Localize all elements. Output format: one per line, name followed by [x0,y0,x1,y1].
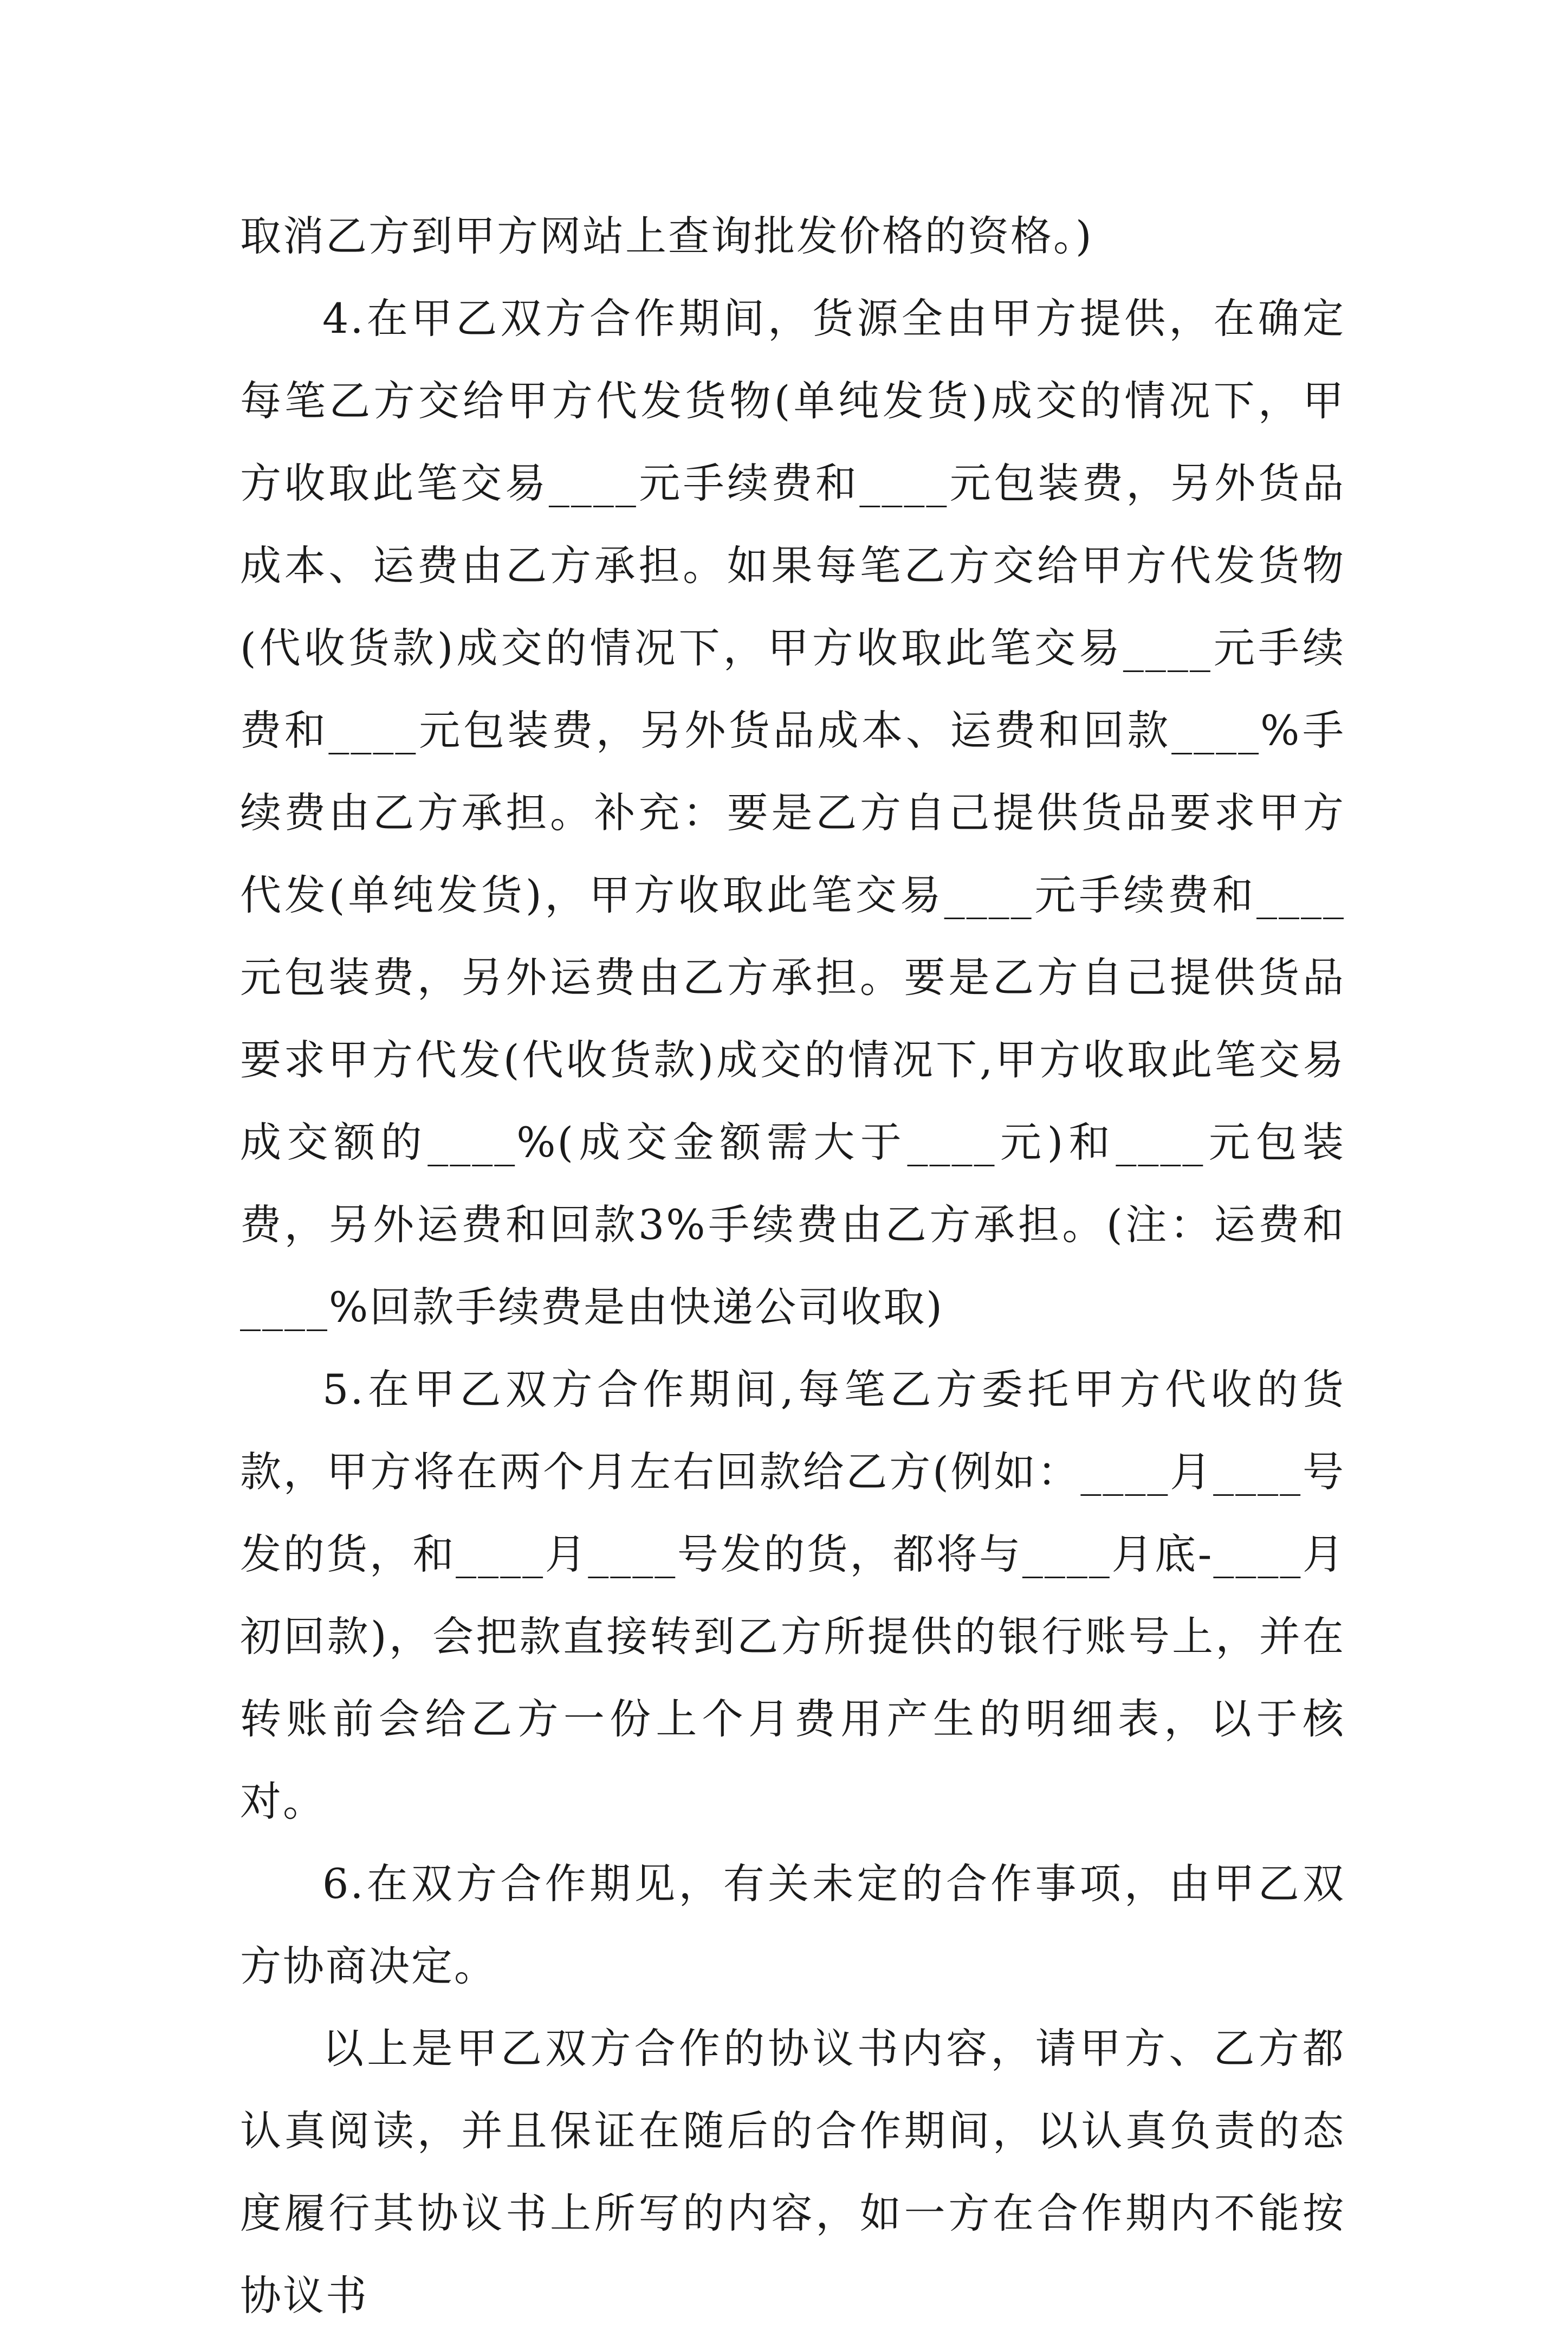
paragraph-closing: 以上是甲乙双方合作的协议书内容，请甲方、乙方都认真阅读，并且保证在随后的合作期间，以认真负责的态度履行其协议书上所写的内容，如一方在合作期内不能按协议书 [240,2024,1345,2320]
paragraph-clause-5: 5.在甲乙双方合作期间,每笔乙方委托甲方代收的货款，甲方将在两个月左右回款给乙方(例如：____月____号发的货，和____月____号发的货，都将与____月底-____月初回款)，会把款直接转到乙方所提供的银行账号上，并在转账前会给乙方一份上个月费用产生的明细表，以于核对。 [240,1365,1345,1825]
paragraph-clause-4: 4.在甲乙双方合作期间，货源全由甲方提供，在确定每笔乙方交给甲方代发货物(单纯发货)成交的情况下，甲方收取此笔交易____元手续费和____元包装费，另外货品成本、运费由乙方承担。如果每笔乙方交给甲方代发货物(代收货款)成交的情况下，甲方收取此笔交易____元手续费和____元包装费，另外货品成本、运费和回款____%手续费由乙方承担。补充：要是乙方自己提供货品要求甲方代发(单纯发货)，甲方收取此笔交易____元手续费和____元包装费，另外运费由乙方承担。要是乙方自己提供货品要求甲方代发(代收货款)成交的情况下,甲方收取此笔交易成交额的____%(成交金额需大于____元)和____元包装费，另外运费和回款3%手续费由乙方承担。(注：运费和____%回款手续费是由快递公司收取) [240,294,1345,1331]
paragraph-qualification-cancel: 取消乙方到甲方网站上查询批发价格的资格。) [240,212,1093,260]
paragraph-clause-6: 6.在双方合作期见，有关未定的合作事项，由甲乙双方协商决定。 [240,1860,1345,1990]
document-body [240,195,1345,2337]
